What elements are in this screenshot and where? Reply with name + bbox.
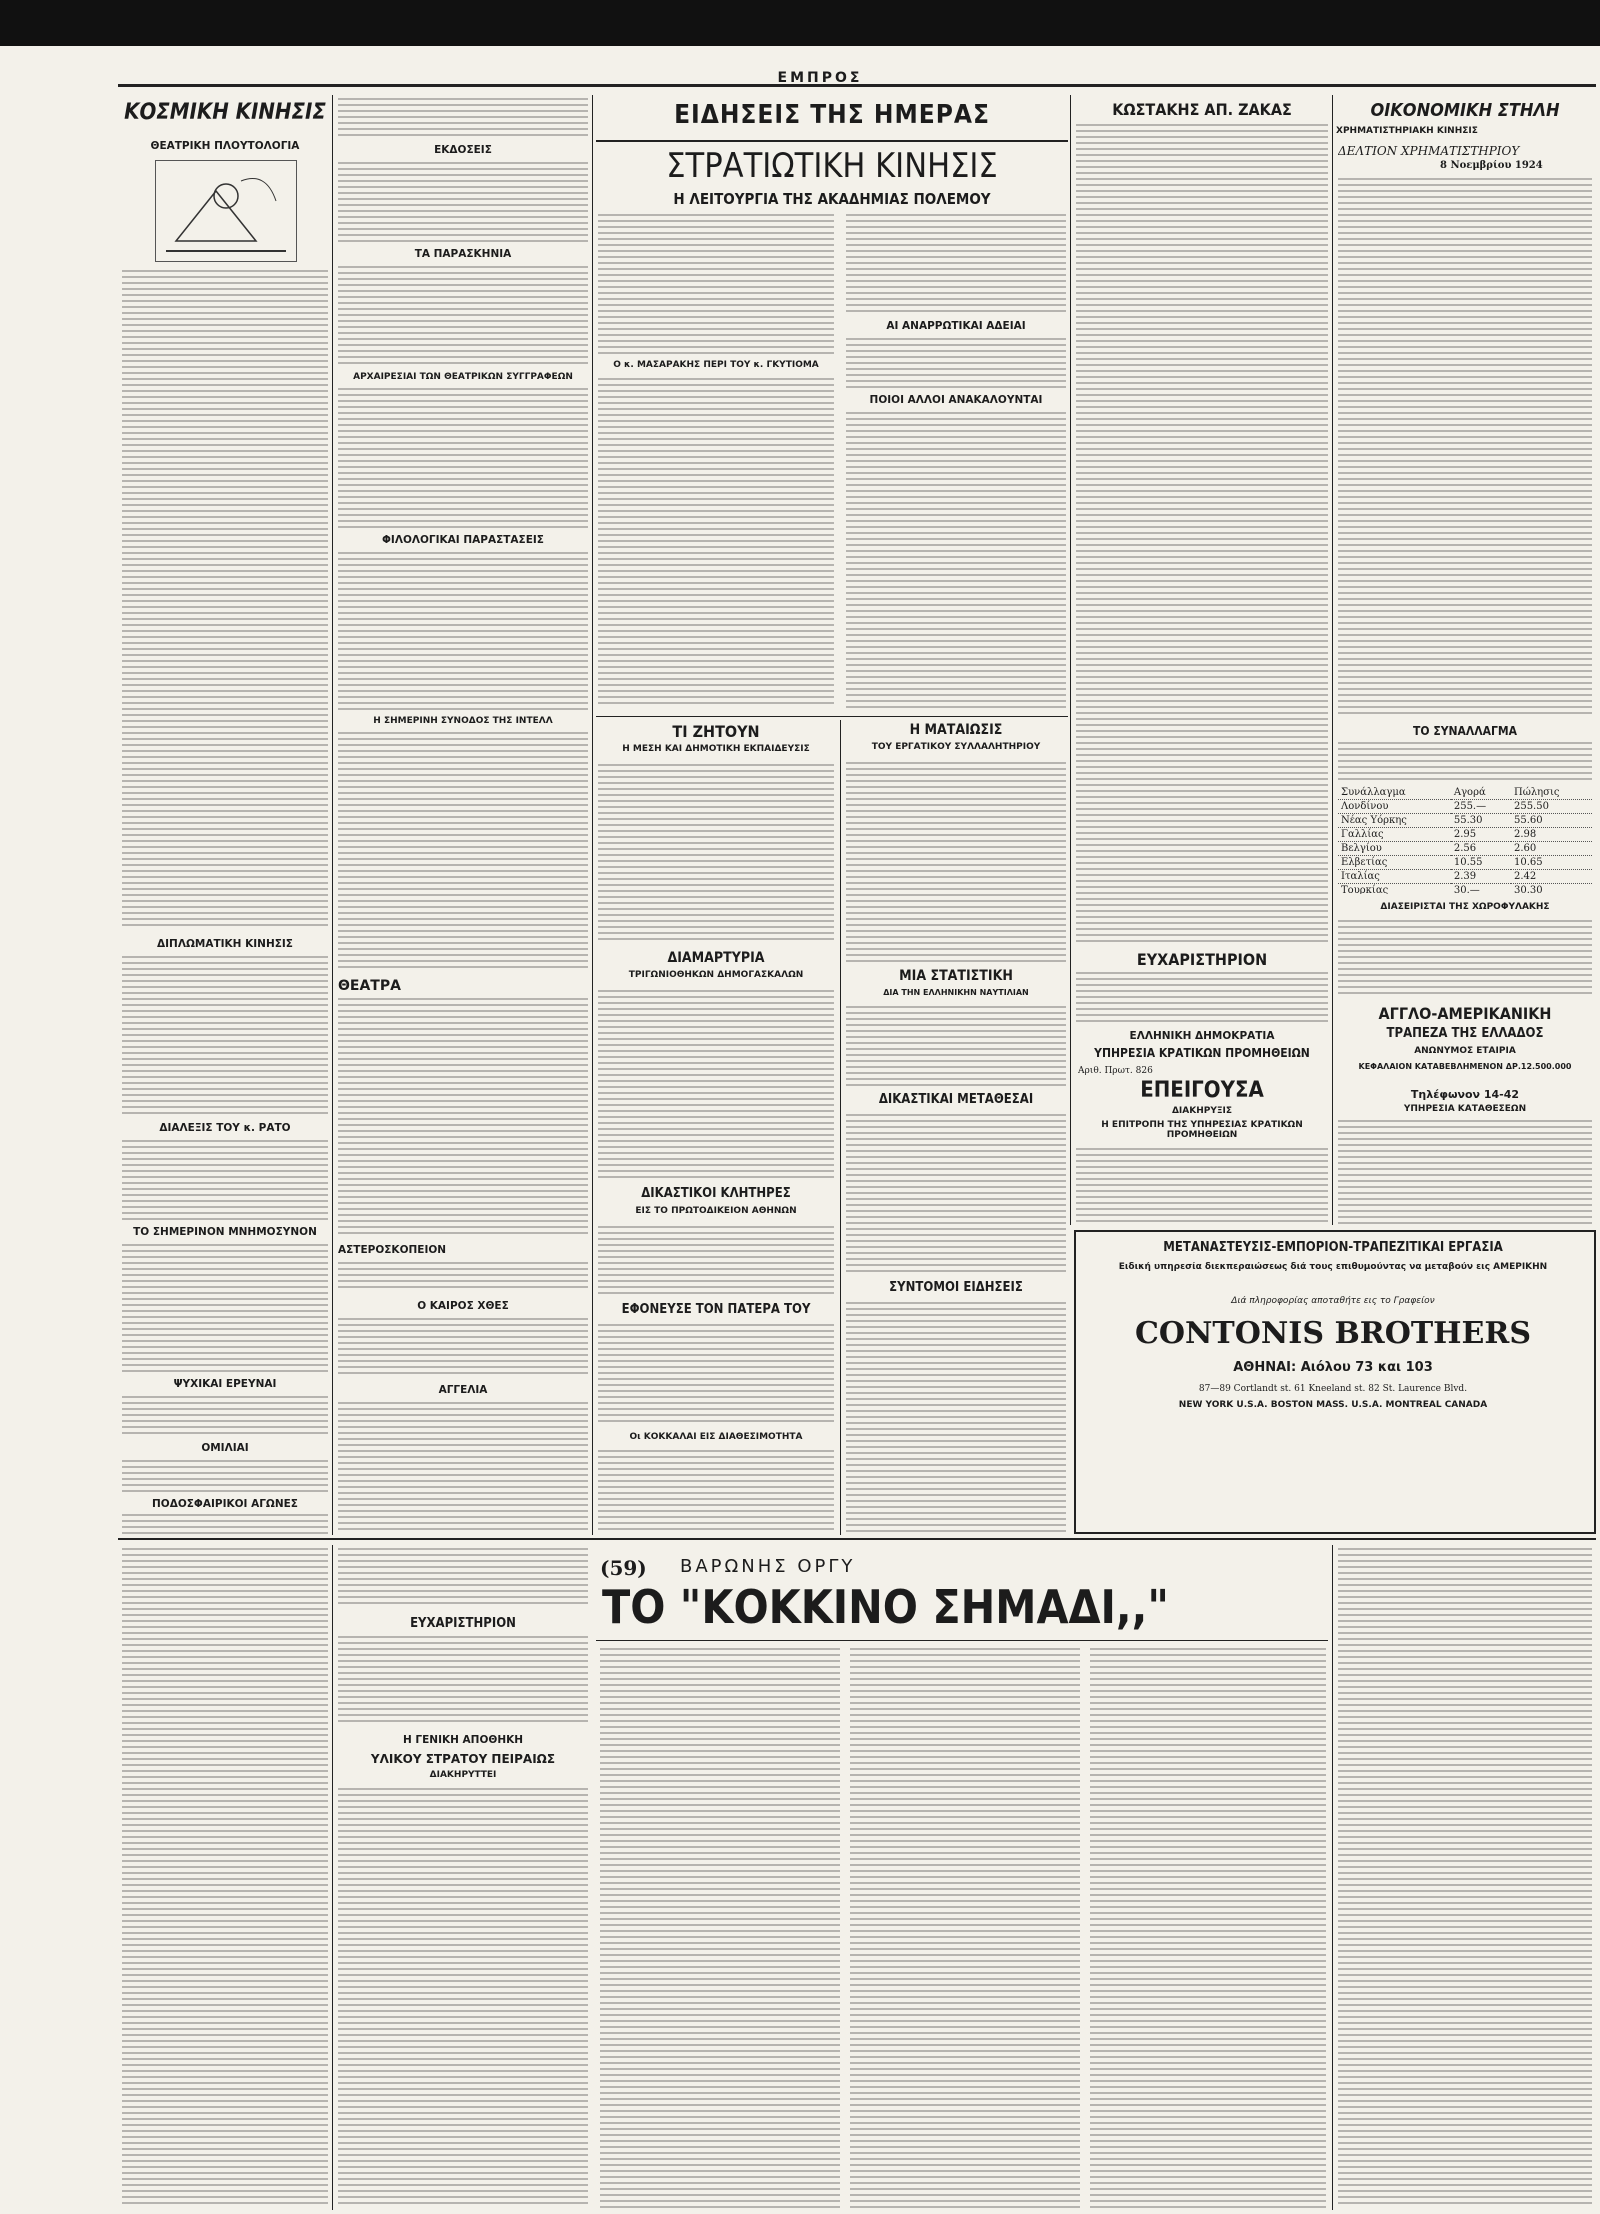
rates-head-0: Συνάλλαγμα (1338, 786, 1451, 800)
ad-title: ΜΕΤΑΝΑΣΤΕΥΣΙΣ-ΕΜΠΟΡΙΟΝ-ΤΡΑΠΕΖΙΤΙΚΑΙ ΕΡΓΑΣΙΑ (1163, 1240, 1503, 1255)
zakas-thanks: ΕΥΧΑΡΙΣΤΗΡΙΟΝ (1136, 950, 1268, 969)
rate-cell: Γαλλίας (1338, 828, 1451, 842)
oik-title: ΟΙΚΟΝΟΜΙΚΗ ΣΤΗΛΗ (1370, 100, 1560, 121)
bottom-left-text (122, 1548, 328, 2208)
oik-bank3: ΑΝΩΝΥΜΟΣ ΕΤΑΙΡΙΑ (1414, 1046, 1516, 1056)
rate-cell: 55.60 (1511, 814, 1592, 828)
serial-col-b (850, 1648, 1080, 2208)
oik-sub: ΧΡΗΜΑΤΙΣΤΗΡΙΑΚΗ ΚΙΝΗΣΙΣ (1336, 126, 1478, 136)
zakas-committee-text (1076, 1148, 1328, 1224)
eid-text-b3 (846, 412, 1066, 712)
rate-cell: 10.55 (1451, 856, 1511, 870)
kosmiki-sub5: ΨΥΧΙΚΑΙ ΕΡΕΥΝΑΙ (173, 1378, 277, 1390)
serial-col-d (1338, 1548, 1592, 2208)
zakas-thanks-text (1076, 972, 1328, 1022)
serial-title: ΤΟ "ΚΟΚΚΙΝΟ ΣΗΜΑΔΙ,," (602, 1580, 1169, 1634)
oik-bank1: ΑΓΓΛΟ-ΑΜΕΡΙΚΑΝΙΚΗ (1378, 1004, 1552, 1023)
col2-sub4: ΦΙΛΟΛΟΓΙΚΑΙ ΠΑΡΑΣΤΑΣΕΙΣ (382, 534, 544, 546)
eidiseis-headline: ΣΤΡΑΤΙΩΤΙΚΗ ΚΙΝΗΣΙΣ (666, 146, 998, 186)
eid-text-a2 (598, 378, 834, 708)
eid-s2: Ο κ. ΜΑΣΑΡΑΚΗΣ ΠΕΡΙ ΤΟΥ κ. ΓΚΥΤΙΟΜΑ (613, 360, 819, 370)
oik-date: 8 Νοεμβρίου 1924 (1440, 160, 1543, 171)
eid-s10: ΣΥΝΤΟΜΟΙ ΕΙΔΗΣΕΙΣ (889, 1280, 1023, 1295)
col2-sub9: ΑΓΓΕΛΙΑ (438, 1384, 488, 1396)
zakas-title: ΚΩΣΤΑΚΗΣ ΑΠ. ΖΑΚΑΣ (1112, 100, 1292, 119)
col2-text-9 (338, 1402, 588, 1532)
ad-addr: 87—89 Cortlandt st. 61 Kneeland st. 82 St. Laurence Blvd. (1198, 1384, 1468, 1394)
rate-cell: 2.39 (1451, 870, 1511, 884)
eid-s9: ΔΙΚΑΣΤΙΚΟΙ ΚΛΗΤΗΡΕΣ (641, 1186, 791, 1201)
eid-text-c3 (598, 1226, 834, 1296)
eid-s12: Οι ΚΟΚΚΑΛΑΙ ΕΙΣ ΔΙΑΘΕΣΙΜΟΤΗΤΑ (629, 1432, 803, 1442)
oik-policemen: ΔΙΑΣΕΙΡΙΣΤΑΙ ΤΗΣ ΧΩΡΟΦΥΛΑΚΗΣ (1380, 902, 1550, 912)
ad-line2: Ειδική υπηρεσία διεκπεραιώσεως διά τους επιθυμούντας να μεταβούν εις ΑΜΕΡΙΚΗΝ (1118, 1262, 1548, 1272)
rate-cell: 2.60 (1511, 842, 1592, 856)
rate-cell: 255.— (1451, 800, 1511, 814)
eidiseis-subhead: Η ΛΕΙΤΟΥΡΓΙΑ ΤΗΣ ΑΚΑΔΗΜΙΑΣ ΠΟΛΕΜΟΥ (673, 190, 991, 208)
col2-text-4 (338, 552, 588, 712)
rate-cell: 30.— (1451, 884, 1511, 895)
kosmiki-sub4: ΤΟ ΣΗΜΕΡΙΝΟΝ ΜΝΗΜΟΣΥΝΟΝ (133, 1226, 317, 1238)
zakas-text (1076, 124, 1328, 944)
bottom-gen1: Η ΓΕΝΙΚΗ ΑΠΟΘΗΚΗ (402, 1734, 524, 1746)
eid-text-d2 (846, 1006, 1066, 1086)
rate-cell: 2.95 (1451, 828, 1511, 842)
kosmiki-text-4 (122, 1244, 328, 1374)
oik-capital: ΚΕΦΑΛΑΙΟΝ ΚΑΤΑΒΕΒΛΗΜΕΝΟΝ ΔΡ.12.500.000 (1358, 1062, 1572, 1071)
col2-text-3 (338, 388, 588, 528)
zakas-service: ΥΠΗΡΕΣΙΑ ΚΡΑΤΙΚΩΝ ΠΡΟΜΗΘΕΙΩΝ (1094, 1046, 1310, 1060)
zakas-republic: ΕΛΛΗΝΙΚΗ ΔΗΜΟΚΡΑΤΙΑ (1129, 1030, 1275, 1042)
oik-deltion: ΔΕΛΤΙΟΝ ΧΡΗΜΑΤΙΣΤΗΡΙΟΥ (1338, 144, 1520, 158)
eid-text-c4 (598, 1324, 834, 1424)
contonis-ad (1074, 1230, 1596, 1534)
eid-text-b1 (846, 214, 1066, 314)
col2-text-7 (338, 1262, 588, 1292)
kosmiki-text-1 (122, 270, 328, 930)
oik-bank2: ΤΡΑΠΕΖΑ ΤΗΣ ΕΛΛΑΔΟΣ (1386, 1026, 1544, 1041)
col2-sub8: Ο ΚΑΙΡΟΣ ΧΘΕΣ (417, 1300, 509, 1312)
kosmiki-sub6: ΟΜΙΛΙΑΙ (201, 1442, 249, 1454)
bottom-col2-text-c (338, 1788, 588, 2208)
col2-text-6 (338, 998, 588, 1238)
kosmiki-text-7 (122, 1514, 328, 1534)
eid-s1: ΑΙ ΑΝΑΡΡΩΤΙΚΑΙ ΑΔΕΙΑΙ (886, 320, 1026, 332)
kosmiki-sub7: ΠΟΔΟΣΦΑΙΡΙΚΟΙ ΑΓΩΝΕΣ (151, 1498, 298, 1510)
rate-cell: Τουρκίας (1338, 884, 1451, 895)
bottom-thanks: ΕΥΧΑΡΙΣΤΗΡΙΟΝ (410, 1616, 516, 1631)
zakas-urgent: ΕΠΕΙΓΟΥΣΑ (1140, 1078, 1264, 1103)
rates-head-1: Αγορά (1451, 786, 1511, 800)
eid-s11: ΕΦΟΝΕΥΣΕ ΤΟΝ ΠΑΤΕΡΑ ΤΟΥ (621, 1302, 811, 1317)
eid-text-a1 (598, 214, 834, 354)
serial-number: (59) (600, 1556, 647, 1580)
bottom-gen3: ΔΙΑΚΗΡΥΤΤΕΙ (429, 1770, 497, 1780)
eid-text-c5 (598, 1450, 834, 1534)
eid-text-b2 (846, 338, 1066, 388)
eid-s7: ΔΙΑΜΑΡΤΥΡΙΑ (667, 950, 765, 966)
col2-text-1 (338, 162, 588, 242)
eid-text-c2 (598, 990, 834, 1180)
rates-table (1338, 786, 1592, 894)
kosmiki-sub2: ΔΙΠΛΩΜΑΤΙΚΗ ΚΙΝΗΣΙΣ (157, 938, 293, 950)
eid-text-c1 (598, 764, 834, 944)
kosmiki-sub3: ΔΙΑΛΕΞΙΣ ΤΟΥ κ. ΡΑΤΟ (159, 1122, 291, 1134)
rate-cell: 10.65 (1511, 856, 1592, 870)
oik-market-table (1338, 178, 1592, 718)
eid-s4: ΤΙ ΖΗΤΟΥΝ (672, 722, 760, 741)
eid-s7b: ΤΡΙΓΩΝΙΟΘΗΚΩΝ ΔΗΜΟΓΑΣΚΑΛΩΝ (628, 970, 804, 980)
kosmiki-title: ΚΟΣΜΙΚΗ ΚΙΝΗΣΙΣ (124, 100, 326, 125)
kosmiki-text-6 (122, 1460, 328, 1494)
col2-text-8 (338, 1318, 588, 1378)
rates-head-2: Πώλησις (1511, 786, 1592, 800)
serial-author: ΒΑΡΩΝΗΣ ΟΡΓΥ (680, 1556, 856, 1577)
eid-s8: ΔΙΚΑΣΤΙΚΑΙ ΜΕΤΑΘΕΣΑΙ (878, 1092, 1034, 1107)
eid-s6b: ΔΙΑ ΤΗΝ ΕΛΛΗΝΙΚΗΝ ΝΑΥΤΙΛΙΑΝ (883, 988, 1029, 997)
theater-illustration (155, 160, 297, 262)
zakas-committee: Η ΕΠΙΤΡΟΠΗ ΤΗΣ ΥΠΗΡΕΣΙΑΣ ΚΡΑΤΙΚΩΝ ΠΡΟΜΗΘΕΙΩΝ (1101, 1120, 1303, 1140)
col2-sub2: ΤΑ ΠΑΡΑΣΚΗΝΙΑ (414, 248, 512, 260)
eid-s4b: Η ΜΕΣΗ ΚΑΙ ΔΗΜΟΤΙΚΗ ΕΚΠΑΙΔΕΥΣΙΣ (622, 744, 810, 754)
eid-s9b: ΕΙΣ ΤΟ ΠΡΩΤΟΔΙΚΕΙΟΝ ΑΘΗΝΩΝ (635, 1206, 797, 1216)
zakas-urgent-sub: ΔΙΑΚΗΡΥΞΙΣ (1171, 1106, 1233, 1116)
rate-cell: Ιταλίας (1338, 870, 1451, 884)
rate-cell: 30.30 (1511, 884, 1592, 895)
oik-service-text (1338, 1120, 1592, 1224)
col2-sub7: ΑΣΤΕΡΟΣΚΟΠΕΙΟΝ (338, 1244, 447, 1256)
ad-line3: Διά πληροφορίας αποταθήτε εις το Γραφείον (1231, 1296, 1435, 1306)
ad-city: ΑΘΗΝΑΙ: Αιόλου 73 και 103 (1233, 1360, 1433, 1375)
col2-text-2 (338, 266, 588, 366)
rate-cell: 55.30 (1451, 814, 1511, 828)
oik-exch-text (1338, 742, 1592, 782)
col2-sub1: ΕΚΔΟΣΕΙΣ (434, 144, 492, 156)
bottom-col2-text-a (338, 1548, 588, 1608)
rate-cell: 2.98 (1511, 828, 1592, 842)
eid-s5b: ΤΟΥ ΕΡΓΑΤΙΚΟΥ ΣΥΛΛΑΛΗΤΗΡΙΟΥ (871, 742, 1041, 752)
eid-text-d1 (846, 762, 1066, 962)
kosmiki-text-3 (122, 1140, 328, 1220)
eid-s5: Η ΜΑΤΑΙΩΣΙΣ (909, 722, 1003, 738)
serial-col-c (1090, 1648, 1326, 2208)
eid-text-d3 (846, 1114, 1066, 1274)
bottom-gen2: ΥΛΙΚΟΥ ΣΤΡΑΤΟΥ ΠΕΙΡΑΙΩΣ (370, 1752, 556, 1766)
kosmiki-sub1: ΘΕΑΤΡΙΚΗ ΠΛΟΥΤΟΛΟΓΙΑ (150, 140, 300, 152)
masthead-name: ΕΜΠΡΟΣ (777, 70, 863, 86)
col2-sub3: ΑΡΧΑΙΡΕΣΙΑΙ ΤΩΝ ΘΕΑΤΡΙΚΩΝ ΣΥΓΓΡΑΦΕΩΝ (353, 372, 573, 382)
ad-brand: CONTONIS BROTHERS (1134, 1316, 1531, 1351)
serial-col-a (600, 1648, 840, 2208)
col2-sub6: ΘΕΑΤΡΑ (338, 978, 401, 994)
bottom-col2-text-b (338, 1636, 588, 1726)
eidiseis-banner: ΕΙΔΗΣΕΙΣ ΤΗΣ ΗΜΕΡΑΣ (674, 100, 990, 130)
eid-text-d4 (846, 1302, 1066, 1534)
col2-text-5 (338, 732, 588, 972)
rate-cell: Βελγίου (1338, 842, 1451, 856)
eid-s6: ΜΙΑ ΣΤΑΤΙΣΤΙΚΗ (899, 968, 1013, 984)
oik-phone: Τηλέφωνον 14-42 (1410, 1088, 1520, 1101)
kosmiki-text-5 (122, 1396, 328, 1436)
rate-cell: Νέας Υόρκης (1338, 814, 1451, 828)
rate-cell: 255.50 (1511, 800, 1592, 814)
oik-service: ΥΠΗΡΕΣΙΑ ΚΑΤΑΘΕΣΕΩΝ (1403, 1104, 1527, 1114)
rate-cell: Ελβετίας (1338, 856, 1451, 870)
eid-s3: ΠΟΙΟΙ ΑΛΛΟΙ ΑΝΑΚΑΛΟΥΝΤΑΙ (869, 394, 1043, 406)
col2-text-0 (338, 98, 588, 138)
rate-cell: 2.42 (1511, 870, 1592, 884)
ad-addr2: NEW YORK U.S.A. BOSTON MASS. U.S.A. MONTREAL CANADA (1178, 1400, 1488, 1410)
zakas-arith: Αριθ. Πρωτ. 826 (1078, 1066, 1153, 1076)
oik-exch: ΤΟ ΣΥΝΑΛΛΑΓΜΑ (1413, 724, 1517, 738)
col2-sub5: Η ΣΗΜΕΡΙΝΗ ΣΥΝΟΔΟΣ ΤΗΣ ΙΝΤΕΛΛ (373, 716, 553, 726)
rate-cell: Λονδίνου (1338, 800, 1451, 814)
kosmiki-text-2 (122, 956, 328, 1116)
rate-cell: 2.56 (1451, 842, 1511, 856)
oik-policemen-text (1338, 920, 1592, 998)
